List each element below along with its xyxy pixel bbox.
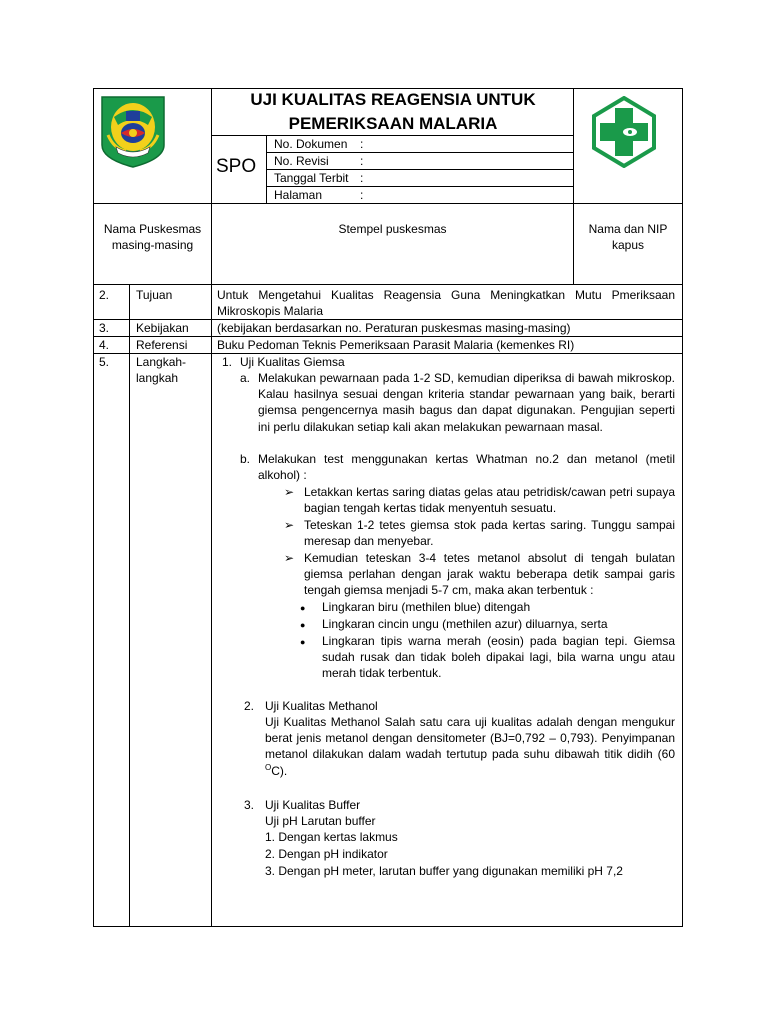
head-name-label-1: Nama dan NIP: [588, 222, 668, 236]
document-title-line-2: PEMERIKSAAN MALARIA: [288, 114, 498, 133]
bullet-icon: ●: [300, 603, 306, 613]
puskesmas-name-label-1: Nama Puskesmas: [103, 222, 202, 236]
step-1b-marker: b.: [240, 452, 251, 466]
row-number-tujuan: 2.: [99, 288, 110, 302]
step-1b-text: Melakukan test menggunakan kertas Whatman no.2 dan metanol (metil alkohol) :: [258, 452, 675, 483]
row-content-kebijakan: (kebijakan berdasarkan no. Peraturan puskesmas masing-masing): [217, 321, 571, 335]
row-label-kebijakan: Kebijakan: [136, 321, 189, 335]
table-border-right: [682, 88, 683, 927]
puskesmas-name-label-2: masing-masing: [111, 238, 194, 252]
row-number-langkah: 5.: [99, 355, 110, 369]
row-number-kebijakan: 3.: [99, 321, 110, 335]
list-item-kertas-saring: Letakkan kertas saring diatas gelas atau petridisk/cawan petri supaya bagian tengah kertas tidak menyentuh sesuatu.: [304, 485, 675, 516]
step-1a-text: Melakukan pewarnaan pada 1-2 SD, kemudian diperiksa di bawah mikroskop. Kalau hasilnya sesuai dengan kriteria standar pewarnaan yang baik, berarti giemsa pengencernya masih bagus dan dapat digunakan. Pengujian seperti ini perlu dilakukan setiap kali akan melakukan pewarnaan masal.: [258, 371, 675, 434]
row-content-referensi: Buku Pedoman Teknis Pemeriksaan Parasit Malaria (kemenkes RI): [217, 338, 575, 352]
buffer-method-2: 2. Dengan pH indikator: [265, 847, 388, 861]
row-label-langkah-1: Langkah-: [136, 355, 187, 369]
degree-superscript: O: [265, 762, 272, 772]
step-1-title: Uji Kualitas Giemsa: [240, 355, 345, 369]
table-border-left: [93, 88, 94, 927]
sign-row-bottom-line: [93, 284, 683, 285]
row-label-tujuan: Tujuan: [136, 288, 173, 302]
field-sep-tanggal-terbit: :: [360, 171, 364, 185]
row-label-langkah-2: langkah: [136, 371, 179, 385]
step-1a-marker: a.: [240, 371, 251, 385]
stamp-label: Stempel puskesmas: [338, 222, 447, 236]
list-item-teteskan-giemsa: Teteskan 1-2 tetes giemsa stok pada kertas saring. Tunggu sampai meresap dan menyebar.: [304, 518, 675, 549]
field-label-halaman: Halaman: [274, 188, 323, 202]
regional-emblem-logo: [100, 95, 166, 169]
label-column-divider: [211, 284, 212, 927]
row-number-referensi: 4.: [99, 338, 110, 352]
step-3-title: Uji Kualitas Buffer: [265, 798, 361, 812]
list-item-teteskan-metanol: Kemudian teteskan 3-4 tetes metanol absolut di tengah bulatan giemsa perlahan dengan jarak waktu beberapa detik sampai garis tengah giemsa menjadi 5-7 cm, maka akan terbentuk :: [304, 551, 675, 598]
puskesmas-logo: [590, 96, 658, 168]
row-content-tujuan: Untuk Mengetahui Kualitas Reagensia Guna Meningkatkan Mutu Pmeriksaan Mikroskopis Malaria: [217, 288, 675, 319]
step-2-title: Uji Kualitas Methanol: [265, 699, 378, 713]
field-sep-halaman: :: [360, 188, 364, 202]
step-2-text: Uji Kualitas Methanol Salah satu cara uji kualitas adalah dengan mengukur berat jenis metanol dengan densitometer (BJ=0,792 – 0,793). Penyimpanan metanol dilakukan dalam wadah tertutup pada suhu dibawah titik didih (60 $^O$C).: [265, 715, 675, 778]
field-label-tanggal-terbit: Tanggal Terbit: [274, 171, 349, 185]
head-name-label-2: kapus: [611, 238, 645, 252]
list-item-lingkaran-merah: Lingkaran tipis warna merah (eosin) pada bagian tepi. Giemsa sudah rusak dan tidak boleh dipakai lagi, bila warna ungu atau merah tidak terbentuk.: [322, 634, 675, 681]
bullet-icon: ●: [300, 637, 306, 647]
buffer-method-1: 1. Dengan kertas lakmus: [265, 830, 398, 844]
step-1-number: 1.: [222, 355, 233, 369]
arrow-icon: ➢: [284, 551, 295, 565]
arrow-icon: ➢: [284, 518, 295, 532]
bullet-icon: ●: [300, 620, 306, 630]
step-2-number: 2.: [244, 699, 255, 713]
spo-label: SPO: [216, 156, 257, 177]
list-item-lingkaran-ungu: Lingkaran cincin ungu (methilen azur) diluarnya, serta: [322, 617, 608, 631]
field-sep-no-dokumen: :: [360, 137, 364, 151]
step-3-subtitle: Uji pH Larutan buffer: [265, 814, 376, 828]
buffer-method-3: 3. Dengan pH meter, larutan buffer yang digunakan memiliki pH 7,2: [265, 864, 623, 878]
no-column-divider: [129, 284, 130, 927]
field-sep-no-revisi: :: [360, 154, 364, 168]
arrow-icon: ➢: [284, 485, 295, 499]
field-label-no-revisi: No. Revisi: [274, 154, 329, 168]
step-3-number: 3.: [244, 798, 255, 812]
table-border-bottom: [93, 926, 683, 927]
field-label-no-dokumen: No. Dokumen: [274, 137, 348, 151]
row-label-referensi: Referensi: [136, 338, 188, 352]
header-bottom-line: [93, 203, 683, 204]
document-title-line-1: UJI KUALITAS REAGENSIA UNTUK: [250, 90, 536, 109]
list-item-lingkaran-biru: Lingkaran biru (methilen blue) ditengah: [322, 600, 531, 614]
